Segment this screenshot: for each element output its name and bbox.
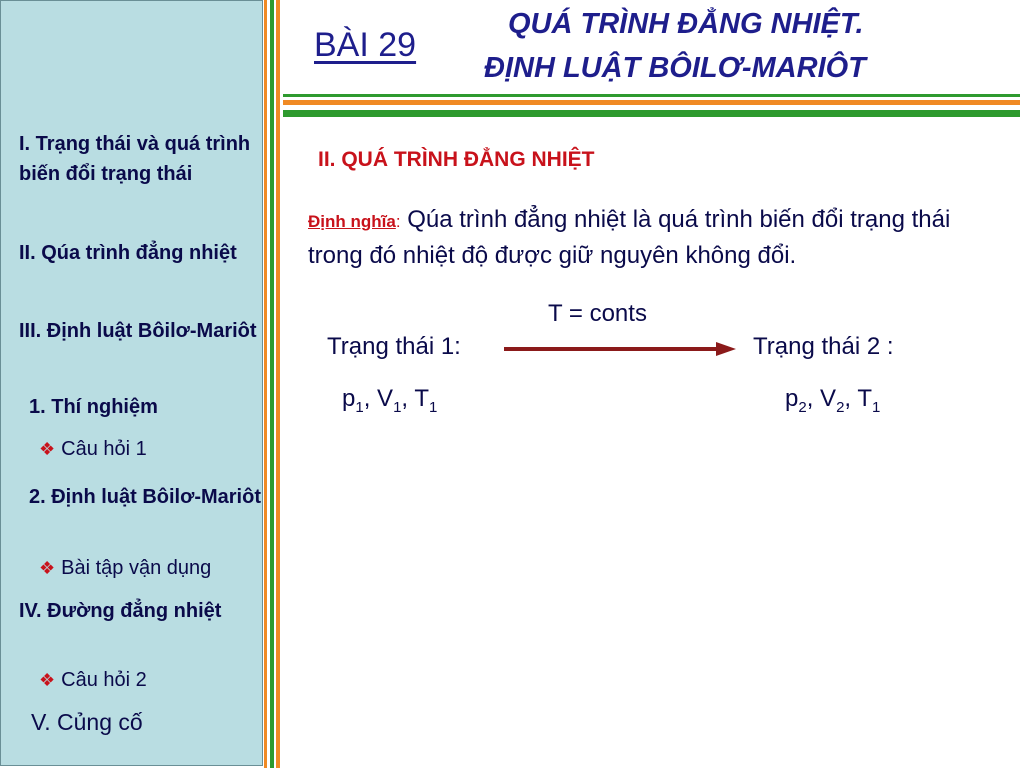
- sidebar-item-dinh-luat-2[interactable]: 2. Định luật Bôilơ-Mariôt: [29, 486, 261, 508]
- sidebar-item-bai-tap[interactable]: [39, 554, 259, 582]
- page-title-line1: QUÁ TRÌNH ĐẲNG NHIỆT.: [508, 8, 864, 40]
- state2-values: $p_2$, $V_2$, $T_1$: [785, 385, 881, 416]
- sidebar-item-thi-nghiem[interactable]: 1. Thí nghiệm: [29, 396, 158, 418]
- horizontal-stripe-orange: [283, 100, 1020, 105]
- page-title-line2: ĐỊNH LUẬT BÔILƠ-MARIÔT: [484, 52, 866, 84]
- lesson-number: BÀI 29: [314, 26, 417, 64]
- definition-colon: :: [395, 212, 401, 231]
- sidebar-item-duong-dang-nhiet[interactable]: IV. Đường đẳng nhiệt: [19, 600, 222, 622]
- state1-values: $p_1$, $V_1$, $T_1$: [342, 385, 438, 416]
- state2-label: Trạng thái 2 :: [753, 333, 894, 360]
- vertical-stripe-orange-2: [276, 0, 280, 768]
- sidebar-item-cau-hoi-1[interactable]: [39, 435, 259, 463]
- definition-label: Định nghĩa: [308, 212, 396, 231]
- sidebar-item-trang-thai[interactable]: I. Trạng thái và quá trình biến đổi trạng thái: [19, 133, 251, 185]
- pressure-symbol: p: [342, 385, 356, 412]
- definition-paragraph: [308, 203, 998, 273]
- volume-symbol: V: [820, 385, 837, 412]
- sidebar-item-qua-trinh-dang-nhiet[interactable]: II. Qúa trình đẳng nhiệt: [19, 242, 237, 264]
- temperature-symbol: T: [857, 385, 872, 412]
- volume-subscript: 2: [836, 398, 845, 416]
- volume-symbol: V: [377, 385, 394, 412]
- sidebar-item-cung-co[interactable]: V. Củng cố: [31, 709, 143, 735]
- diamond-bullet-icon: ❖: [39, 670, 56, 690]
- diamond-bullet-icon: ❖: [39, 558, 56, 578]
- pressure-subscript: 2: [798, 398, 807, 416]
- horizontal-stripe-green: [283, 94, 1020, 97]
- constant-temperature-label: T = conts: [548, 300, 647, 327]
- vertical-stripe-green: [270, 0, 274, 768]
- volume-subscript: 1: [393, 398, 402, 416]
- sidebar-item-label: Câu hỏi 1: [61, 438, 147, 460]
- pressure-subscript: 1: [355, 398, 364, 416]
- temperature-subscript: 1: [871, 398, 881, 416]
- diamond-bullet-icon: ❖: [39, 439, 56, 459]
- sidebar-item-label: Bài tập vận dụng: [61, 557, 212, 579]
- horizontal-stripe-green-2: [283, 110, 1020, 117]
- temperature-subscript: 1: [428, 398, 438, 416]
- pressure-symbol: p: [785, 385, 799, 412]
- state1-label: Trạng thái 1:: [327, 333, 461, 360]
- sidebar: [0, 0, 263, 766]
- transition-arrow-icon: [502, 338, 740, 360]
- sidebar-item-dinh-luat[interactable]: III. Định luật Bôilơ-Mariôt: [19, 320, 257, 342]
- definition-text: Qúa trình đẳng nhiệt là quá trình biến đổi trạng thái trong đó nhiệt độ được giữ nguyên không đổi.: [308, 206, 951, 269]
- section-heading: II. QUÁ TRÌNH ĐẲNG NHIỆT: [318, 148, 595, 171]
- temperature-symbol: T: [414, 385, 429, 412]
- sidebar-item-cau-hoi-2[interactable]: [39, 666, 259, 694]
- sidebar-item-label: Câu hỏi 2: [61, 669, 147, 691]
